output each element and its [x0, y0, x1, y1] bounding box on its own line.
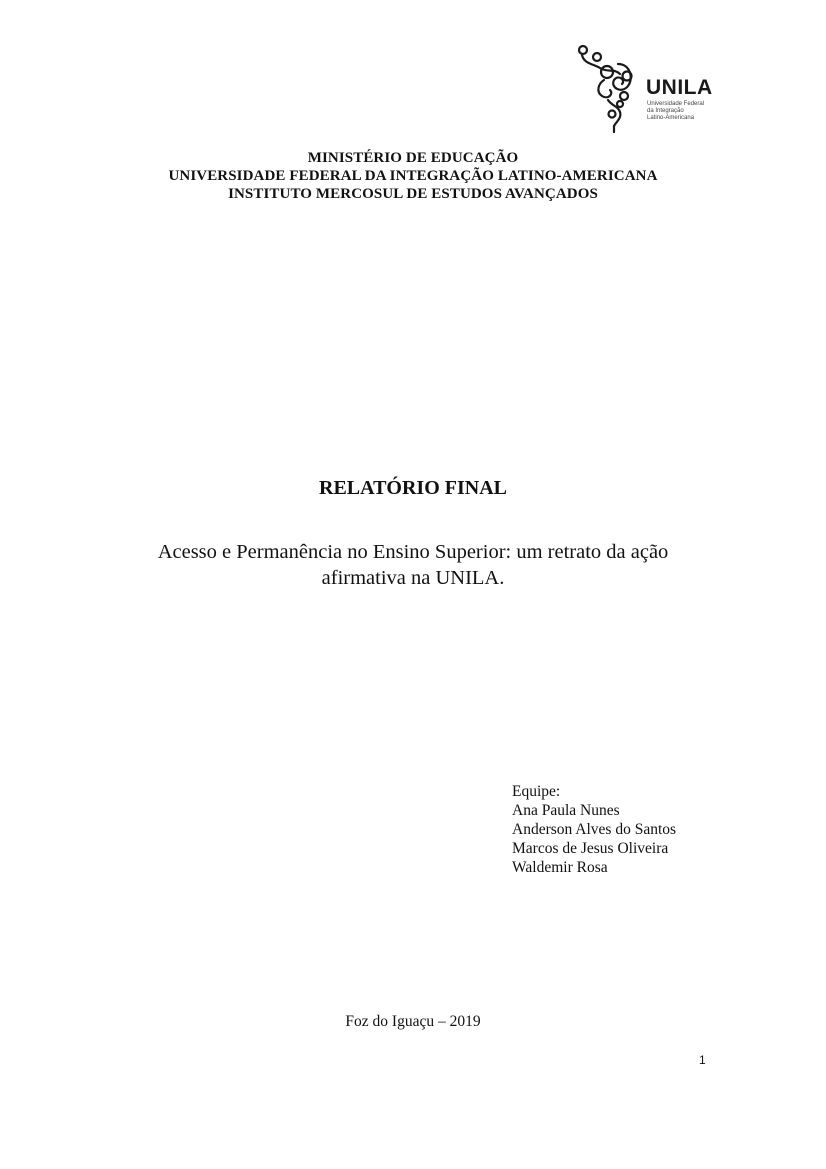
team-member: Marcos de Jesus Oliveira	[512, 840, 669, 857]
logo-subtitle-line: Latino-Americana	[647, 115, 695, 121]
logo-name: UNILA	[646, 76, 713, 99]
team-member: Ana Paula Nunes	[512, 802, 620, 819]
team-member: Waldemir Rosa	[512, 859, 608, 876]
unila-logo	[574, 44, 714, 134]
team-block	[512, 782, 676, 877]
university-line: UNIVERSIDADE FEDERAL DA INTEGRAÇÃO LATINO-AMERICANA	[168, 168, 658, 184]
unila-emblem-icon	[574, 44, 644, 134]
ministry-line: MINISTÉRIO DE EDUCAÇÃO	[307, 150, 519, 166]
team-label: Equipe:	[512, 783, 561, 800]
logo-subtitle	[647, 101, 717, 122]
subtitle-line: afirmativa na UNILA.	[321, 567, 505, 589]
institution-header	[0, 149, 826, 203]
subtitle-line: Acesso e Permanência no Ensino Superior: um retrato da ação	[157, 541, 669, 563]
institute-line: INSTITUTO MERCOSUL DE ESTUDOS AVANÇADOS	[228, 186, 598, 202]
place-date: Foz do Iguaçu – 2019	[345, 1013, 481, 1030]
logo-subtitle-line: Universidade Federal	[647, 101, 705, 107]
logo-subtitle-line: da Integração	[647, 108, 684, 114]
page-number: 1	[699, 1053, 706, 1067]
document-subtitle	[112, 539, 714, 591]
document-title: RELATÓRIO FINAL	[319, 477, 507, 499]
team-member: Anderson Alves do Santos	[512, 821, 677, 838]
